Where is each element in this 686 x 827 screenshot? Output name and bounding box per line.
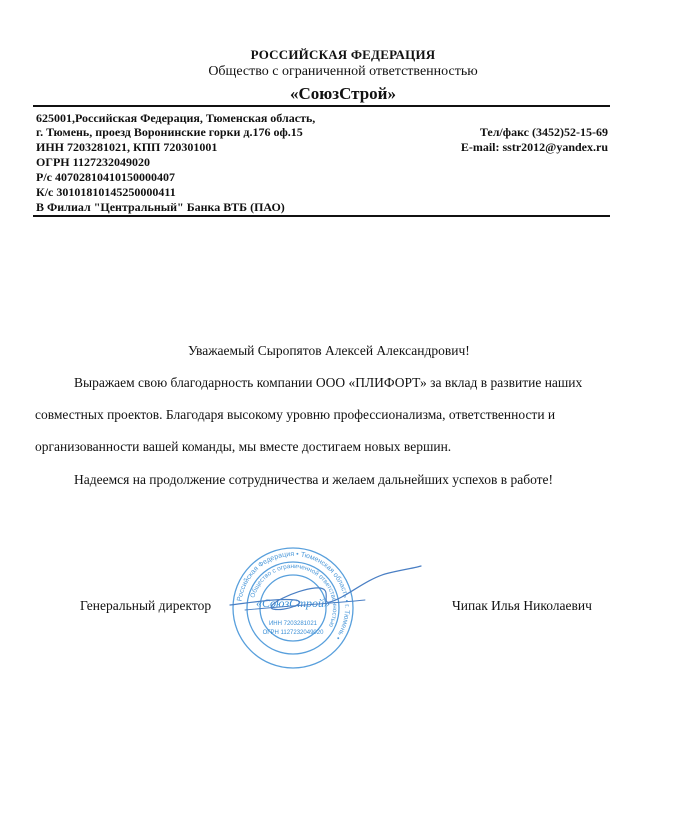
header-divider: [33, 105, 610, 107]
paragraph-1-line-2: совместных проектов. Благодаря высокому уровню профессионализма, ответственности и: [35, 407, 556, 422]
inn-kpp: ИНН 7203281021, КПП 720301001: [36, 140, 218, 154]
country-heading: РОССИЙСКАЯ ФЕДЕРАЦИЯ: [250, 47, 436, 62]
seal-outer-text: Российская Федерация • Тюменская область • г. Тюмень •: [236, 550, 351, 641]
requisites-divider: [33, 215, 610, 217]
paragraph-2: Надеемся на продолжение сотрудничества и желаем дальнейших успехов в работе!: [74, 472, 554, 487]
correspondent-account: К/с 30101810145250000411: [36, 185, 176, 199]
seal-inner-text: Общество с ограниченной ответственностью: [249, 562, 339, 628]
paragraph-1-line-3: организованности вашей команды, мы вместе достигаем новых вершин.: [35, 439, 452, 454]
address-line-2: г. Тюмень, проезд Воронинские горки д.176 оф.15: [36, 125, 303, 139]
email: E-mail: sstr2012@yandex.ru: [460, 140, 608, 154]
phone-fax: Тел/факс (3452)52-15-69: [479, 125, 608, 139]
signer-position: Генеральный директор: [80, 598, 212, 613]
seal-center-text: «СоюзСтрой»: [255, 596, 331, 610]
paragraph-1-line-1: Выражаем свою благодарность компании ООО «ПЛИФОРТ» за вклад в развитие наших: [74, 375, 583, 390]
seal-inn: ИНН 7203281021: [268, 621, 318, 627]
bank-name: В Филиал "Центральный" Банка ВТБ (ПАО): [36, 200, 285, 214]
settlement-account: Р/с 40702810410150000407: [36, 170, 175, 184]
salutation: Уважаемый Сыропятов Алексей Александрович!: [188, 343, 470, 358]
address-line-1: 625001,Российская Федерация, Тюменская область,: [36, 111, 316, 125]
legal-form: Общество с ограниченной ответственностью: [208, 64, 478, 79]
seal-ogrn: ОГРН 1127232049020: [262, 630, 324, 636]
signer-name: Чипак Илья Николаевич: [452, 598, 592, 613]
company-name: «СоюзСтрой»: [290, 84, 396, 103]
ogrn: ОГРН 1127232049020: [36, 155, 150, 169]
handwritten-signature: [225, 560, 425, 630]
